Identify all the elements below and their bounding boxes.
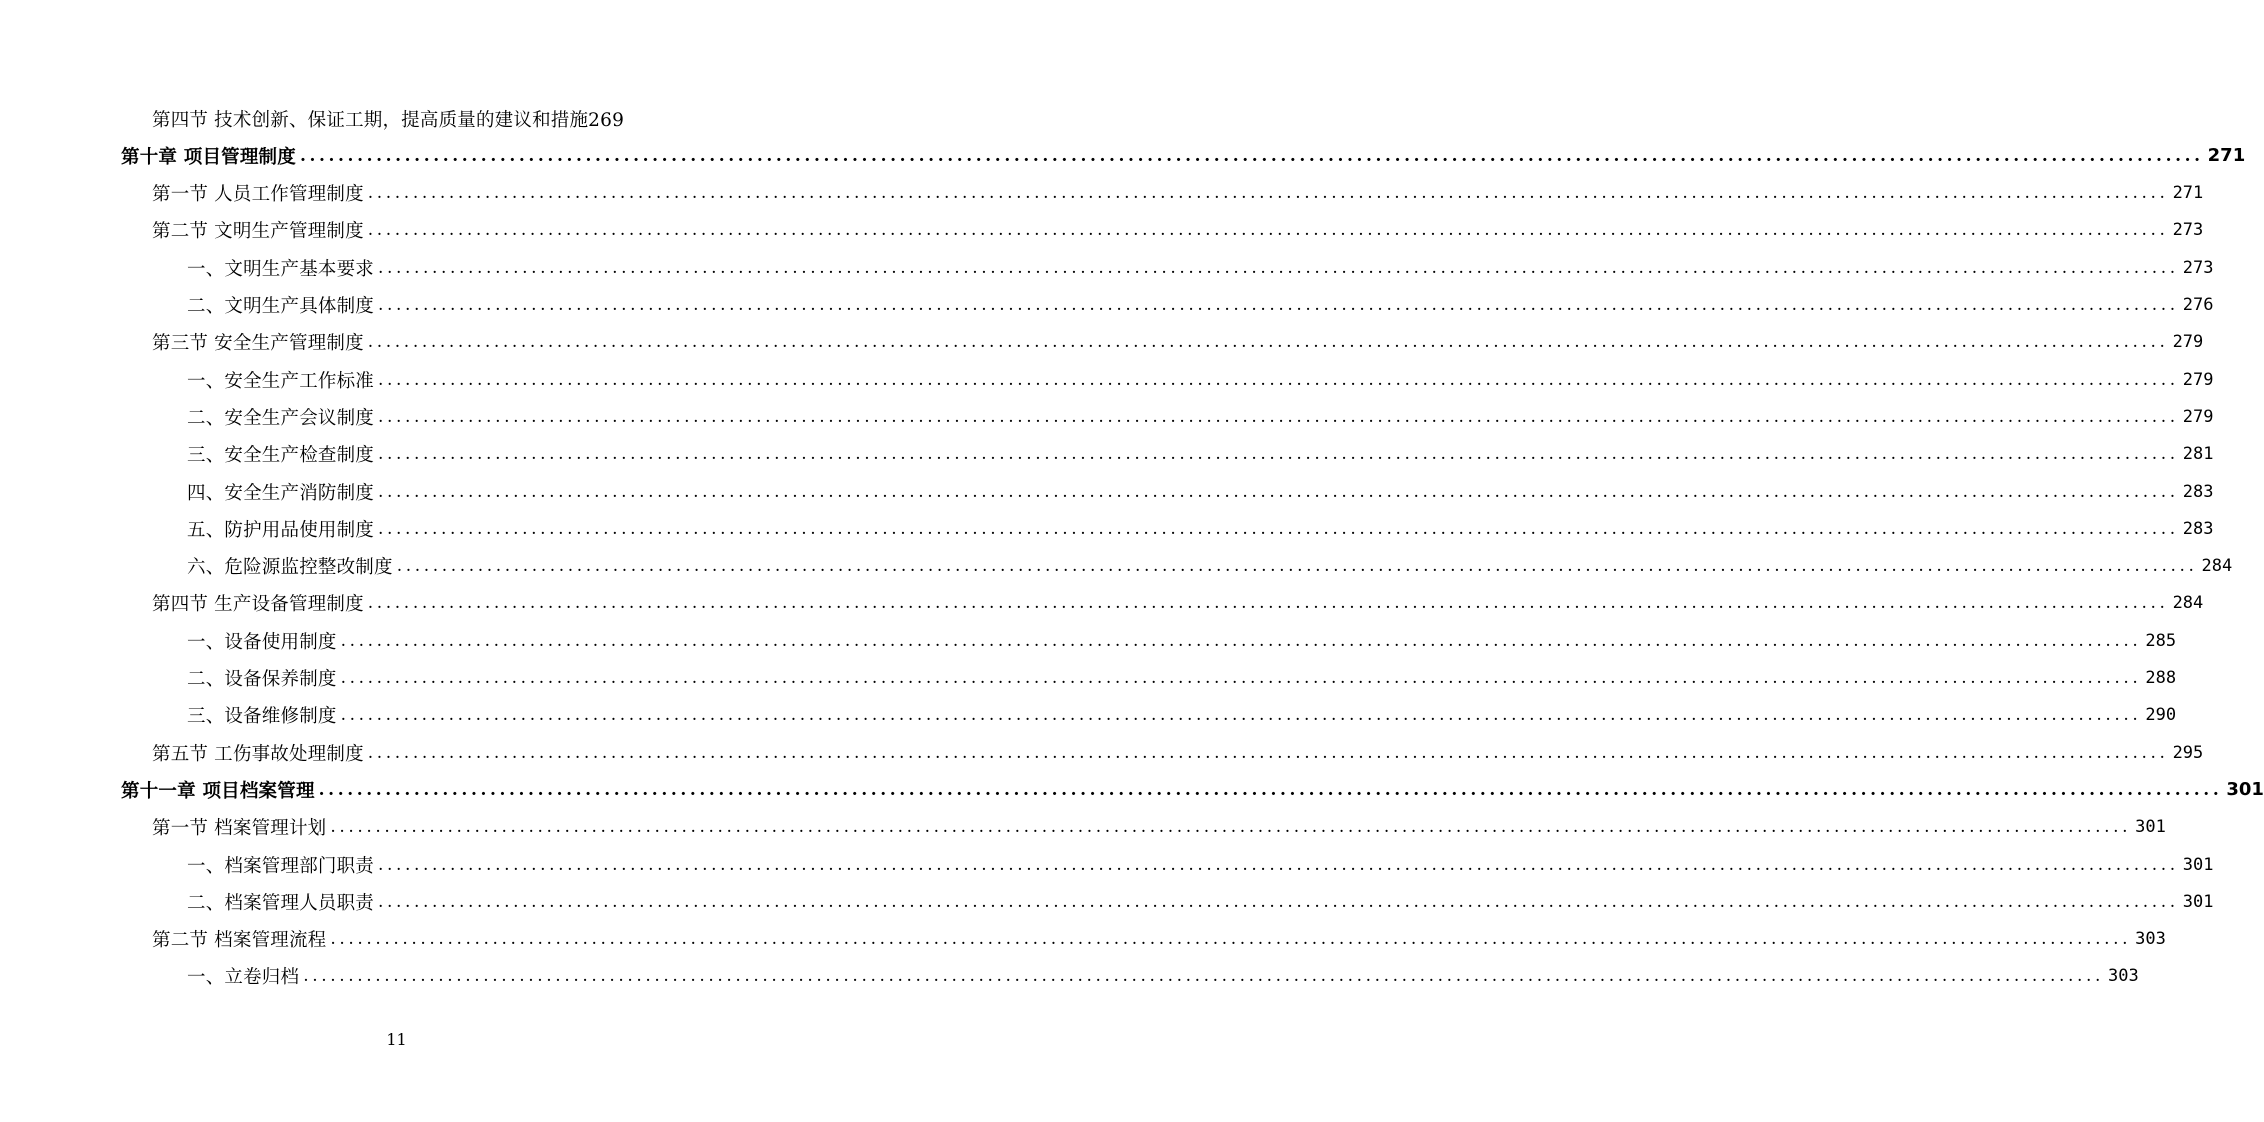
toc-leader-dots: ........................................................................................................................................................................................................ xyxy=(330,817,2132,838)
toc-entry-page: 303 xyxy=(2107,966,2139,987)
toc-subsection-entry xyxy=(187,846,2214,883)
toc-entry-page: 276 xyxy=(2182,295,2214,315)
toc-entry-page: 273 xyxy=(2172,220,2204,241)
toc-section-entry xyxy=(152,212,2204,249)
toc-entry-page: 284 xyxy=(2201,556,2233,577)
toc-subsection-entry xyxy=(187,548,2233,585)
toc-entry-label: 第二节 档案管理流程 xyxy=(152,930,327,952)
toc-chapter-entry xyxy=(121,137,2246,174)
toc-leader-dots: ........................................................................................................................................................................................................ xyxy=(299,145,2204,166)
toc-leader-dots: ........................................................................................................................................................................................................ xyxy=(378,257,2179,278)
toc-leader-dots: ........................................................................................................................................................................................................ xyxy=(396,556,2198,577)
toc-section-entry xyxy=(152,100,674,137)
toc-subsection-entry xyxy=(187,883,2214,920)
toc-section-entry xyxy=(152,921,2166,958)
toc-entry-label: 四、安全生产消防制度 xyxy=(187,482,375,504)
toc-leader-dots: ........................................................................................................................................................................................................ xyxy=(340,668,2142,688)
toc-leader-dots: ........................................................................................................................................................................................................ xyxy=(367,332,2169,353)
toc-entry-label: 二、档案管理人员职责 xyxy=(187,892,375,914)
toc-leader-dots: ........................................................................................................................................................................................................ xyxy=(367,183,2169,204)
toc-entry-page: 295 xyxy=(2172,742,2204,763)
toc-entry-page: 281 xyxy=(2182,444,2214,465)
toc-subsection-entry xyxy=(187,361,2214,398)
toc-leader-dots: ........................................................................................................................................................................................................ xyxy=(378,891,2179,912)
toc-entry-page: 303 xyxy=(2135,929,2166,950)
toc-subsection-entry xyxy=(187,436,2214,473)
toc-entry-label: 三、安全生产检查制度 xyxy=(187,445,375,467)
toc-entry-label: 第三节 安全生产管理制度 xyxy=(152,333,364,355)
toc-entry-label: 第一节 人员工作管理制度 xyxy=(152,184,364,206)
toc-entry-label: 六、危险源监控整改制度 xyxy=(187,557,393,579)
toc-entry-page: 279 xyxy=(2182,406,2214,427)
toc-leader-dots: ........................................................................................................................................................................................................ xyxy=(367,593,2169,614)
toc-leader-dots: ........................................................................................................................................................................................................ xyxy=(378,854,2179,875)
toc-leader-dots: ........................................................................................................................................................................................................ xyxy=(378,295,2179,315)
toc-entry-label: 一、立卷归档 xyxy=(187,967,300,989)
toc-chapter-entry xyxy=(121,771,2264,808)
toc-section-entry xyxy=(152,734,2204,771)
toc-leader-dots: ........................................................................................................................................................................................................ xyxy=(367,742,2169,763)
toc-entry-label: 一、文明生产基本要求 xyxy=(187,258,375,280)
toc-entry-page: 284 xyxy=(2172,593,2204,614)
toc-subsection-entry xyxy=(187,249,2214,286)
toc-entry-page: 301 xyxy=(2182,891,2214,912)
toc-entry-label: 五、防护用品使用制度 xyxy=(187,519,375,541)
toc-entry-page: 285 xyxy=(2145,630,2177,651)
toc-leader-dots: ........................................................................................................................................................................................................ xyxy=(378,518,2179,539)
toc-subsection-entry xyxy=(187,697,2177,734)
page-number: 11 xyxy=(386,1030,407,1049)
toc-entry-page: 279 xyxy=(2182,369,2214,390)
toc-subsection-entry xyxy=(187,287,2214,324)
toc-entry-label: 第四节 技术创新、保证工期，提高质量的建议和措施269 xyxy=(152,109,625,131)
toc-entry-page: 279 xyxy=(2172,332,2204,353)
toc-entry-page: 283 xyxy=(2182,518,2214,539)
toc-section-entry xyxy=(152,175,2204,212)
toc-entry-label: 二、设备保养制度 xyxy=(187,669,337,690)
toc-entry-label: 二、文明生产具体制度 xyxy=(187,296,375,317)
toc-entry-label: 第一节 档案管理计划 xyxy=(152,818,327,840)
toc-entry-page: 301 xyxy=(2182,854,2214,875)
toc-section-entry xyxy=(152,324,2204,361)
toc-entry-label: 第五节 工伤事故处理制度 xyxy=(152,743,364,765)
toc-subsection-entry xyxy=(187,398,2214,435)
toc-entry-page: 301 xyxy=(2135,817,2166,838)
toc-leader-dots: ........................................................................................................................................................................................................ xyxy=(303,966,2104,987)
toc-leader-dots: ........................................................................................................................................................................................................ xyxy=(367,220,2169,241)
toc-entry-page: 283 xyxy=(2182,481,2214,502)
toc-subsection-entry xyxy=(187,958,2139,995)
toc-entry-label: 一、档案管理部门职责 xyxy=(187,855,375,877)
toc-entry-page: 271 xyxy=(2207,145,2246,167)
toc-subsection-entry xyxy=(187,473,2214,510)
toc-leader-dots: ........................................................................................................................................................................................................ xyxy=(318,779,2223,800)
toc-subsection-entry xyxy=(187,660,2177,697)
toc-entry-label: 三、设备维修制度 xyxy=(187,706,337,728)
toc-leader-dots: ........................................................................................................................................................................................................ xyxy=(340,630,2142,651)
toc-section-entry xyxy=(152,809,2166,846)
toc-entry-label: 二、安全生产会议制度 xyxy=(187,407,375,429)
toc-entry-label: 第十章 项目管理制度 xyxy=(121,146,296,168)
toc-entry-page: 290 xyxy=(2145,705,2177,726)
toc-leader-dots: ........................................................................................................................................................................................................ xyxy=(378,444,2179,465)
toc-entry-page: 301 xyxy=(2226,779,2264,801)
toc-entry-label: 第四节 生产设备管理制度 xyxy=(152,594,364,616)
toc-leader-dots: ........................................................................................................................................................................................................ xyxy=(340,705,2142,726)
toc-entry-page: 273 xyxy=(2182,257,2214,278)
toc-entry-label: 第十一章 项目档案管理 xyxy=(121,780,315,802)
toc-section-entry xyxy=(152,585,2204,622)
toc-leader-dots: ........................................................................................................................................................................................................ xyxy=(378,369,2179,390)
toc-entry-label: 一、安全生产工作标准 xyxy=(187,370,375,392)
toc-leader-dots: ........................................................................................................................................................................................................ xyxy=(378,481,2179,502)
toc-entry-label: 一、设备使用制度 xyxy=(187,631,337,653)
toc-entry-label: 第二节 文明生产管理制度 xyxy=(152,221,364,243)
toc-entry-page: 271 xyxy=(2172,183,2204,204)
toc-leader-dots: ........................................................................................................................................................................................................ xyxy=(378,406,2179,427)
toc-subsection-entry xyxy=(187,510,2214,547)
toc-entry-page: 288 xyxy=(2145,668,2177,688)
toc-leader-dots: ........................................................................................................................................................................................................ xyxy=(330,929,2132,950)
toc-subsection-entry xyxy=(187,622,2177,659)
